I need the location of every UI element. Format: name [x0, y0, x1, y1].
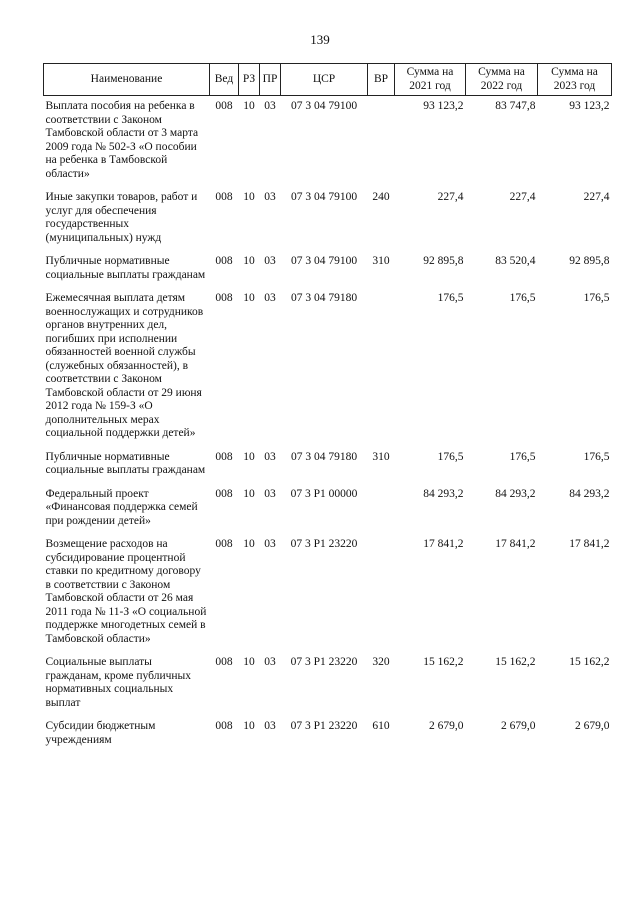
cell-name: Ежемесячная выплата детям военнослужащих и сотрудников органов внутренних дел, погибших при исполнении обязанностей военной службы (служебных обязанностей), в соответствии с Законом Тамбовской области от 29 июня 2012 года № 159-З «О дополнительных мерах социальной поддержки детей»: [45, 292, 204, 439]
cell-sum-2021: 227,4: [437, 191, 464, 203]
cell-vr: [368, 484, 395, 535]
cell-pr: 03: [264, 656, 276, 668]
header-vr: ВР: [368, 64, 395, 96]
cell-ved: 008: [215, 191, 233, 203]
cell-csr: 07 3 04 79100: [290, 191, 358, 203]
cell-vr: 610: [372, 720, 390, 732]
cell-vr: 310: [372, 450, 390, 463]
cell-sum-2023: 176,5: [583, 450, 610, 463]
cell-name: Социальные выплаты гражданам, кроме публичных нормативных социальных выплат: [45, 656, 192, 709]
header-name: Наименование: [44, 64, 210, 96]
cell-sum-2023: 227,4: [583, 191, 610, 203]
table-row: [44, 716, 612, 753]
table-row: [44, 251, 612, 288]
cell-vr: [368, 288, 395, 447]
cell-pr: 03: [264, 538, 276, 550]
cell-ved: 008: [215, 656, 233, 668]
page-number: 139: [310, 32, 330, 47]
cell-sum-2022: 2 679,0: [501, 720, 536, 732]
cell-pr: 03: [264, 255, 276, 267]
cell-sum-2021: 15 162,2: [423, 656, 464, 668]
cell-pr: 03: [264, 292, 276, 304]
cell-csr: 07 3 04 79100: [290, 255, 358, 267]
budget-table: [43, 63, 612, 753]
cell-pr: 03: [264, 487, 276, 500]
cell-name: Публичные нормативные социальные выплаты гражданам: [45, 450, 206, 476]
cell-sum-2021: 176,5: [437, 292, 464, 304]
cell-sum-2022: 176,5: [509, 450, 536, 463]
cell-pr: 03: [264, 100, 276, 112]
cell-vr: 320: [372, 656, 390, 668]
table-row: [44, 187, 612, 251]
cell-vr: 240: [372, 191, 390, 203]
cell-pr: 03: [264, 720, 276, 732]
table-row: [44, 484, 612, 535]
cell-csr: 07 3 P1 23220: [290, 656, 358, 668]
header-rz: РЗ: [239, 64, 260, 96]
cell-vr: [368, 96, 395, 188]
cell-ved: 008: [215, 538, 233, 550]
cell-ved: 008: [215, 487, 233, 500]
cell-ved: 008: [215, 450, 233, 463]
header-ved: Вед: [210, 64, 239, 96]
cell-rz: 10: [243, 191, 255, 203]
cell-csr: 07 3 P1 23220: [290, 538, 358, 550]
cell-ved: 008: [215, 255, 233, 267]
cell-vr: 310: [372, 255, 390, 267]
table-body: [44, 96, 612, 754]
cell-csr: 07 3 P1 00000: [290, 487, 358, 500]
cell-sum-2021: 17 841,2: [423, 538, 464, 550]
cell-rz: 10: [243, 487, 255, 500]
cell-pr: 03: [264, 191, 276, 203]
cell-csr: 07 3 P1 23220: [290, 720, 358, 732]
cell-pr: 03: [264, 450, 276, 463]
cell-sum-2023: 84 293,2: [569, 487, 610, 500]
cell-sum-2023: 93 123,2: [569, 100, 610, 112]
header-sum-2021: Сумма на 2021 год: [395, 64, 466, 96]
cell-sum-2023: 176,5: [583, 292, 610, 304]
header-csr: ЦСР: [281, 64, 368, 96]
header-sum-2023: Сумма на 2023 год: [538, 64, 612, 96]
cell-vr: [368, 534, 395, 652]
cell-rz: 10: [243, 720, 255, 732]
cell-sum-2022: 84 293,2: [495, 487, 536, 500]
cell-name: Возмещение расходов на субсидирование процентной ставки по кредитному договору в соответствии с Законом Тамбовской области от 26 мая 2011 года № 11-З «О социальной поддержке многодетных семей в Тамбовской области»: [45, 538, 207, 645]
cell-sum-2022: 15 162,2: [495, 656, 536, 668]
cell-name: Выплата пособия на ребенка в соответствии с Законом Тамбовской области от 3 марта 2009 года № 502-З «О пособии на ребенка в Тамбовской области»: [45, 100, 199, 180]
cell-sum-2021: 84 293,2: [423, 487, 464, 500]
cell-sum-2021: 93 123,2: [423, 100, 464, 112]
cell-sum-2021: 176,5: [437, 450, 464, 463]
cell-sum-2022: 176,5: [509, 292, 536, 304]
cell-rz: 10: [243, 255, 255, 267]
cell-csr: 07 3 04 79180: [290, 292, 358, 304]
cell-rz: 10: [243, 538, 255, 550]
cell-sum-2023: 2 679,0: [575, 720, 610, 732]
cell-sum-2023: 17 841,2: [569, 538, 610, 550]
cell-sum-2022: 83 747,8: [495, 100, 536, 112]
header-sum-2022: Сумма на 2022 год: [466, 64, 538, 96]
cell-sum-2022: 227,4: [509, 191, 536, 203]
cell-name: Публичные нормативные социальные выплаты гражданам: [45, 255, 206, 281]
table-row: [44, 447, 612, 484]
cell-sum-2023: 15 162,2: [569, 656, 610, 668]
cell-ved: 008: [215, 720, 233, 732]
cell-sum-2022: 83 520,4: [495, 255, 536, 267]
cell-rz: 10: [243, 656, 255, 668]
table-row: [44, 288, 612, 447]
cell-rz: 10: [243, 292, 255, 304]
header-pr: ПР: [260, 64, 281, 96]
cell-sum-2023: 92 895,8: [569, 255, 610, 267]
cell-name: Иные закупки товаров, работ и услуг для обеспечения государственных (муниципальных) нужд: [45, 191, 198, 244]
table-header: [44, 64, 612, 96]
table-row: [44, 534, 612, 652]
cell-sum-2021: 92 895,8: [423, 255, 464, 267]
cell-csr: 07 3 04 79180: [290, 450, 358, 463]
cell-csr: 07 3 04 79100: [290, 100, 358, 112]
table-row: [44, 96, 612, 188]
cell-rz: 10: [243, 450, 255, 463]
cell-sum-2022: 17 841,2: [495, 538, 536, 550]
cell-ved: 008: [215, 100, 233, 112]
cell-name: Федеральный проект «Финансовая поддержка семей при рождении детей»: [45, 487, 198, 527]
cell-rz: 10: [243, 100, 255, 112]
cell-name: Субсидии бюджетным учреждениям: [45, 720, 156, 746]
cell-sum-2021: 2 679,0: [429, 720, 464, 732]
table-row: [44, 652, 612, 716]
cell-ved: 008: [215, 292, 233, 304]
